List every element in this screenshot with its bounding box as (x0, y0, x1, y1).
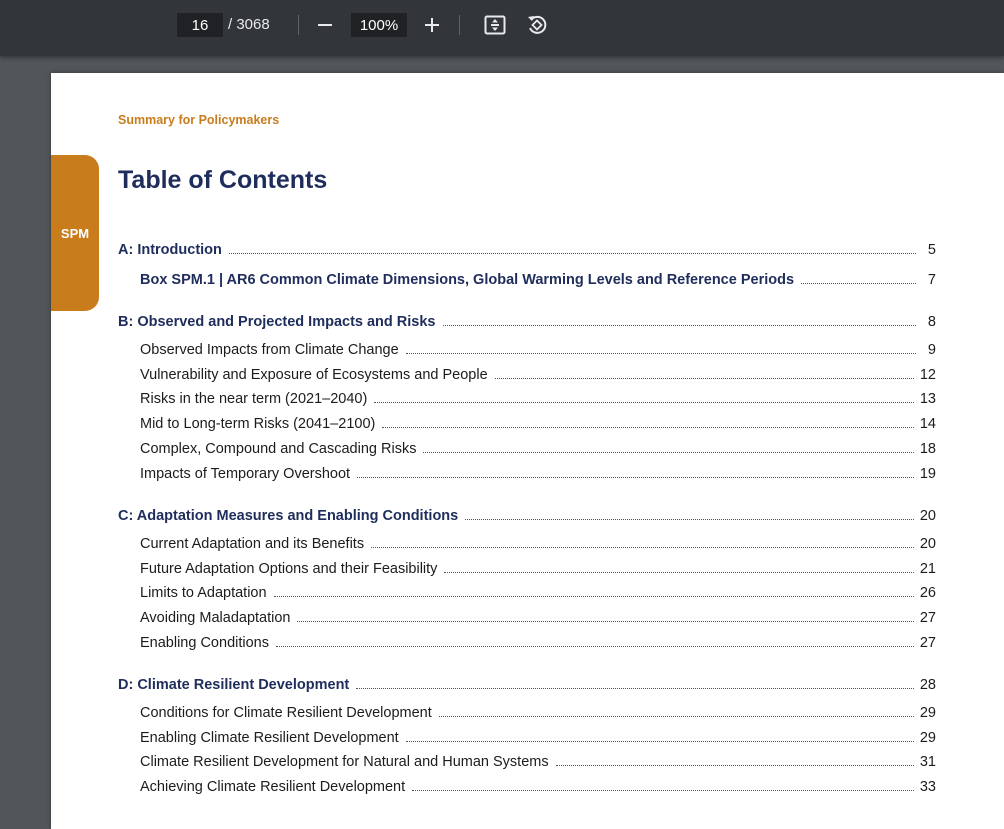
spm-side-tab (51, 155, 99, 311)
toc-entry-label: Avoiding Maladaptation (140, 610, 291, 626)
toc-entry-label: Complex, Compound and Cascading Risks (140, 441, 417, 457)
dot-leader (556, 765, 914, 766)
dot-leader (274, 596, 914, 597)
minus-icon (317, 17, 333, 33)
toc-entry-page: 12 (919, 367, 936, 383)
zoom-input[interactable] (351, 13, 407, 37)
toc-entry-page: 9 (927, 342, 936, 358)
rotate-icon (526, 14, 548, 36)
toc-entry-section[interactable] (118, 504, 936, 524)
toc-entry[interactable] (140, 462, 936, 482)
running-header: Summary for Policymakers (118, 113, 280, 127)
toc-entry-page: 33 (919, 779, 936, 795)
toc-entry[interactable] (140, 363, 936, 383)
spm-tab-label: SPM (60, 225, 90, 241)
toc-entry-page: 27 (919, 635, 936, 651)
toc-entry-label: C: Adaptation Measures and Enabling Conditions (118, 508, 459, 524)
toc-entry-label: Climate Resilient Development for Natural and Human Systems (140, 754, 549, 770)
dot-leader (371, 547, 914, 548)
toc-entry[interactable] (140, 437, 936, 457)
dot-leader (276, 646, 914, 647)
toc-entry[interactable] (140, 775, 936, 795)
toc-entry-label: Conditions for Climate Resilient Development (140, 705, 432, 721)
toc-entry[interactable] (140, 338, 936, 358)
toc-entry[interactable] (140, 631, 936, 651)
toc-entry-page: 5 (927, 242, 936, 258)
toc-entry-label: A: Introduction (118, 242, 222, 258)
toc-entry-page: 28 (919, 677, 936, 693)
plus-icon (424, 17, 440, 33)
toolbar-divider (459, 15, 460, 35)
toc-entry-page: 21 (919, 561, 936, 577)
dot-leader (444, 572, 913, 573)
toc-entry[interactable] (140, 701, 936, 721)
toc-entry-page: 13 (919, 391, 936, 407)
toc-entry-section[interactable] (118, 673, 936, 693)
toc-entry-label: Box SPM.1 | AR6 Common Climate Dimensions, Global Warming Levels and Reference Periods (140, 272, 795, 288)
toc-entry[interactable] (140, 606, 936, 626)
toc-entry-label: Achieving Climate Resilient Development (140, 779, 406, 795)
toc-entry-box[interactable] (140, 268, 936, 288)
toc-entry-page: 29 (919, 730, 936, 746)
toc-entry-section[interactable] (118, 310, 936, 330)
toc-entry[interactable] (140, 387, 936, 407)
toc-entry-label: Enabling Climate Resilient Development (140, 730, 399, 746)
dot-leader (297, 621, 913, 622)
toc-entry[interactable] (140, 581, 936, 601)
toc-entry[interactable] (140, 412, 936, 432)
dot-leader (382, 427, 914, 428)
dot-leader (423, 452, 913, 453)
toc-entry-label: D: Climate Resilient Development (118, 677, 350, 693)
toc-entry[interactable] (140, 750, 936, 770)
toc-entry-label: Impacts of Temporary Overshoot (140, 466, 351, 482)
toc-entry-label: Future Adaptation Options and their Feasibility (140, 561, 438, 577)
dot-leader (439, 716, 914, 717)
toc-entry-label: Mid to Long-term Risks (2041–2100) (140, 416, 376, 432)
toc-entry-page: 8 (927, 314, 936, 330)
toc-entry-page: 27 (919, 610, 936, 626)
toc-entry-label: Vulnerability and Exposure of Ecosystems and People (140, 367, 488, 383)
toc-entry-section[interactable] (118, 238, 936, 258)
dot-leader (801, 283, 916, 284)
dot-leader (406, 353, 916, 354)
page-total: / 3068 (228, 16, 270, 33)
toc-entry-label: Enabling Conditions (140, 635, 269, 651)
toc-entry-page: 20 (919, 536, 936, 552)
dot-leader (356, 688, 914, 689)
toc-entry-page: 7 (927, 272, 936, 288)
zoom-in-button[interactable] (417, 10, 447, 40)
dot-leader (357, 477, 914, 478)
toc-entry-page: 19 (919, 466, 936, 482)
toc-entry[interactable] (140, 726, 936, 746)
toc-entry-page: 31 (919, 754, 936, 770)
page-number-input[interactable] (177, 13, 223, 37)
dot-leader (495, 378, 914, 379)
dot-leader (374, 402, 914, 403)
dot-leader (465, 519, 914, 520)
toc-entry-page: 20 (919, 508, 936, 524)
zoom-out-button[interactable] (310, 10, 340, 40)
dot-leader (443, 325, 917, 326)
toc-entry-label: Risks in the near term (2021–2040) (140, 391, 368, 407)
toc-entry[interactable] (140, 532, 936, 552)
page-title: Table of Contents (118, 166, 328, 194)
toc-entry-page: 26 (919, 585, 936, 601)
fit-page-button[interactable] (480, 10, 510, 40)
dot-leader (229, 253, 916, 254)
dot-leader (412, 790, 914, 791)
rotate-button[interactable] (522, 10, 552, 40)
dot-leader (406, 741, 914, 742)
toc-entry-page: 18 (919, 441, 936, 457)
toc-entry-label: Limits to Adaptation (140, 585, 267, 601)
toc-entry-page: 14 (919, 416, 936, 432)
toc-entry[interactable] (140, 557, 936, 577)
toc-entry-page: 29 (919, 705, 936, 721)
fit-page-icon (484, 15, 506, 35)
toolbar-divider (298, 15, 299, 35)
pdf-toolbar (0, 0, 1004, 56)
toc-entry-label: Observed Impacts from Climate Change (140, 342, 399, 358)
toc-entry-label: Current Adaptation and its Benefits (140, 536, 365, 552)
toc-entry-label: B: Observed and Projected Impacts and Risks (118, 314, 436, 330)
